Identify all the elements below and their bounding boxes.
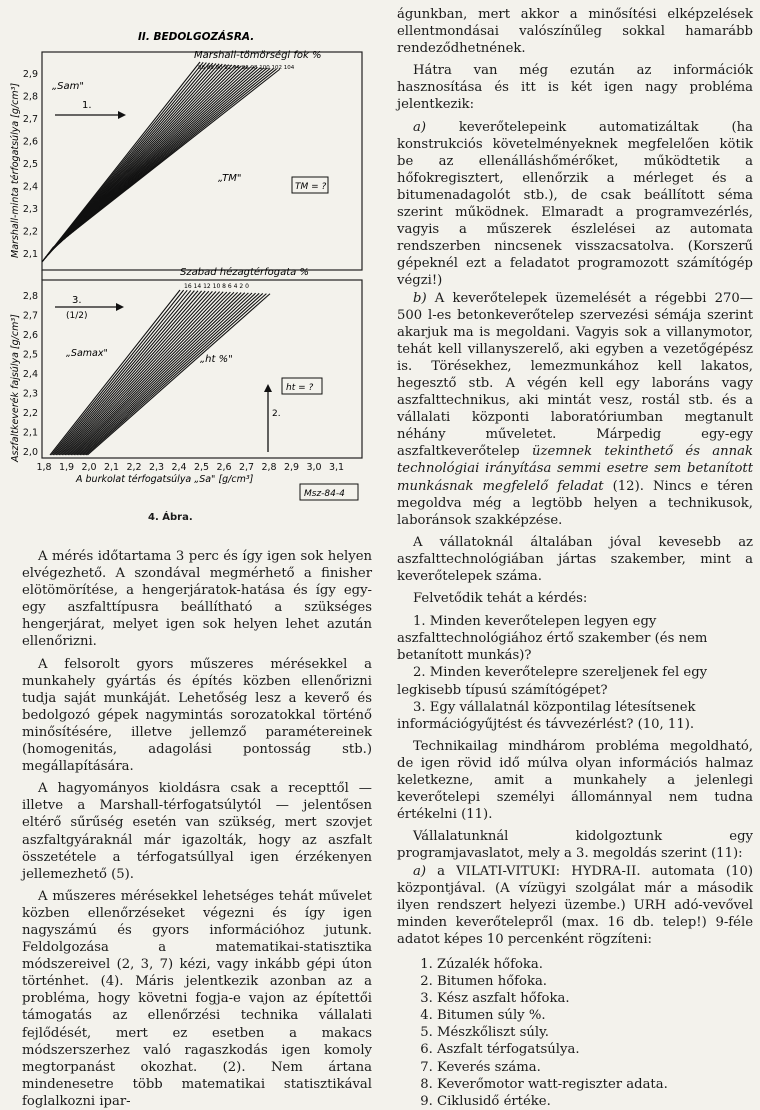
figure-title: II. BEDOLGOZÁSRA. bbox=[138, 31, 255, 43]
x-tick: 1,9 bbox=[58, 462, 75, 473]
x-tick: 2,1 bbox=[103, 462, 120, 473]
x-tick: 3,1 bbox=[328, 462, 345, 473]
lower-y-tick: 2,1 bbox=[22, 427, 38, 439]
x-tick: 3,0 bbox=[306, 462, 322, 473]
paragraph: Hátra van még ezután az információk hasznosítása és itt is két igen nagy probléma jelentkezik: bbox=[397, 63, 753, 113]
figure-caption: 4. Ábra. bbox=[148, 512, 193, 523]
upper-y-tick: 2,5 bbox=[22, 159, 38, 170]
lower-y-axis-label: Aszfaltkeverék fajsúlya [g/cm³] bbox=[10, 314, 21, 462]
x-tick: 2,3 bbox=[148, 462, 165, 473]
lower-band-line bbox=[70, 292, 227, 455]
paragraph-a: a) keverőtelepeink automatizáltak (ha konstrukciós követelményeknek megfelelően kötik be az ellenálláshőmérőket, működtetik a hőfokregisztert, ellenőrzik a mérleget és a bitumenadagolót stb.), de csak beállított séma szerint működnek. Elmaradt a programvezérlés, vagyis a műszerek észlelései az automata rendszerben nincsenek visszacsatolva. (Korszerű gépeknél ezt a feladatot programozott számítógép végzi!) bbox=[397, 119, 753, 289]
nomogram bbox=[0, 0, 380, 530]
lower-band-line bbox=[73, 292, 235, 455]
lower-band-line bbox=[67, 292, 220, 455]
list-item: 4. Bitumen súly %. bbox=[437, 1007, 753, 1024]
upper-y-tick: 2,7 bbox=[22, 114, 38, 125]
upper-y-tick: 2,8 bbox=[22, 91, 38, 103]
arrow3-label: 3. bbox=[72, 295, 82, 306]
list-item: 7. Keverés száma. bbox=[437, 1059, 753, 1076]
question-item: 1. Minden keverőtelepen legyen egy aszfalttechnológiához értő szakember (és nem betanított munkás)? bbox=[397, 614, 708, 664]
x-tick: 2,9 bbox=[283, 462, 300, 473]
upper-y-tick: 2,2 bbox=[22, 226, 38, 238]
lower-curve-label: Szabad hézagtérfogata % bbox=[180, 267, 309, 278]
upper-y-axis-label: Marshall-minta térfogatsúlya [g/cm³] bbox=[10, 82, 21, 258]
data-item-list bbox=[397, 956, 753, 1110]
item-label: b) bbox=[413, 290, 427, 306]
lower-y-tick: 2,5 bbox=[22, 349, 38, 361]
lower-ticks: 16 14 12 10 8 6 4 2 0 bbox=[184, 283, 249, 290]
paragraph: A felsorolt gyors műszeres mérésekkel a munkahely gyártás és építés közben ellenőrizni tudja saját munkáját. Lehetőség lesz a keverő és bedolgozó gépek nagymintás sorozatokkal történő minősítésére, illetve jellemző paramétereinek (homogenitás, adagolási pontosság stb.) megállapítására. bbox=[22, 656, 372, 775]
question-item: 3. Egy vállalatnál központilag létesítsenek információgyűjtést és távvezérlést? (10, 11). bbox=[397, 699, 696, 732]
item-label: a) bbox=[413, 863, 427, 879]
paragraph-a2: a) a VILATI-VITUKI: HYDRA-II. automata (10) központjával. (A vízügyi szolgálat már a második ilyen rendszert helyezi üzembe.) URH adó-vevővel minden keverőtelepről (max. 16 db. telep!) 9-féle adatot képes 10 percenként rögzíteni: bbox=[397, 863, 753, 947]
paragraph-b: b) A keverőtelepek üzemelését a régebbi 270—500 l-es betonkeverőtelep szervezési sémája szerint akarjuk ma is megoldani. Vagyis sok a villanymotor, tehát kell villanyszerelő, aki egyben a vezetőgépész is. Törésekhez, lemezmunkához kell lakatos, hegesztő stb. A végén kell egy laboráns vagy aszfalttechnikus, aki mintát vesz, rostál stb. és a vállalati központi laboratóriumban megtanult néhány műveletet. Márpedig egy-egy aszfaltkeverőtelep üzemnek tekinthető és annak technológiai irányítása semmi esetre sem betanított munkásnak megfelelő feladat (12). Nincs e téren megoldva még a legtöbb helyen a technikusok, laboránsok szakképzése. bbox=[397, 290, 754, 528]
paragraph: A műszeres mérésekkel lehetséges tehát művelet közben ellenőrzéseket végezni és így igen nagyszámú és gyors információhoz jutunk. Feldolgozása a matematikai-statisztika módszereivel (2, 3, 7) kézi, vagy inkább gépi úton történhet. (4). Máris jelentkezik azonban az a probléma, hogy követni fogja-e vajon az építettői támogatás az ellenőrzési technika vállalati fejlődését, mert ez esetben a makacs módszerszerhez való ragaszkodás igen komoly megtorpanást okozhat. (2). Nem ártana mindenesetre több matematikai statisztikával foglalkozni ipar- bbox=[22, 888, 372, 1109]
x-tick: 2,2 bbox=[126, 462, 142, 473]
arrow2-label: 2. bbox=[272, 409, 281, 419]
sam-label: „Sam" bbox=[52, 81, 84, 92]
x-tick: 2,5 bbox=[193, 462, 210, 473]
samax-label: „Samax" bbox=[66, 348, 108, 359]
x-axis-label: A burkolat térfogatsúlya „Sa" [g/cm³] bbox=[76, 474, 254, 485]
right-column bbox=[397, 6, 753, 1110]
upper-curve-label: Marshall-tömörségi fok % bbox=[194, 50, 322, 61]
paragraph: Felvetődik tehát a kérdés: bbox=[413, 591, 588, 607]
lower-y-tick: 2,7 bbox=[22, 310, 38, 322]
lower-y-tick: 2,8 bbox=[22, 291, 38, 302]
upper-y-tick: 2,9 bbox=[22, 69, 38, 80]
question-item: 2. Minden keverőtelepre szereljenek fel egy legkisebb típusú számítógépet? bbox=[397, 665, 708, 698]
lower-y-tick: 2,6 bbox=[22, 330, 38, 341]
lower-y-tick: 2,4 bbox=[22, 369, 38, 380]
x-tick: 1,8 bbox=[36, 462, 52, 473]
list-item: 2. Bitumen hőfoka. bbox=[437, 973, 753, 990]
upper-y-tick: 2,1 bbox=[22, 249, 38, 260]
x-tick: 2,8 bbox=[261, 462, 277, 473]
lower-band-line bbox=[71, 292, 230, 455]
item-label: a) bbox=[413, 119, 427, 135]
lower-band-line bbox=[77, 293, 245, 455]
figure-diagram bbox=[0, 0, 380, 530]
upper-ticks: 86 88 90 92 94 96 98 100 102 104 bbox=[198, 65, 295, 71]
tm-box: TM = ? bbox=[295, 182, 327, 192]
paragraph: A mérés időtartama 3 perc és így igen sok helyen elvégezhető. A szondával megmérhető a finisher elötömörítése, a hengerjáratok-hatása és így egy-egy aszfalttípusra beállítható a szükséges hengerjárat, melyet igen sok helyen lehet azután ellenőrizni. bbox=[22, 549, 372, 650]
list-item: 1. Zúzalék hőfoka. bbox=[437, 956, 753, 973]
x-tick: 2,7 bbox=[238, 462, 255, 473]
lower-band-line bbox=[74, 292, 238, 455]
paragraph: Technikailag mindhárom probléma megoldható, de igen rövid idő múlva olyan információs halmaz keletkezne, amit a munkahely a jelenlegi keverőtelepi személyi állománnyal nem tudna értékelni (11). bbox=[397, 738, 753, 823]
lower-y-tick: 2,0 bbox=[22, 447, 38, 458]
paragraph: águnkban, mert akkor a minősítési elképzelések ellentmondásai valószínűleg sokkal hamarább rendeződhetnének. bbox=[397, 7, 753, 57]
paragraph: A vállatoknál általában jóval kevesebb az aszfalttechnológiában jártas szakember, mint a keverőtelepek száma. bbox=[397, 534, 753, 584]
lower-band-line bbox=[80, 293, 252, 455]
upper-y-tick: 2,3 bbox=[22, 204, 38, 215]
x-tick: 2,4 bbox=[171, 462, 187, 473]
ht-box: ht = ? bbox=[286, 383, 314, 393]
paragraph: Vállalatunknál kidolgoztunk egy programjavaslatot, mely a 3. megoldás szerint (11): bbox=[397, 829, 753, 862]
paragraph: A hagyományos kioldásra csak a recepttől — illetve a Marshall-térfogatsúlytól — jelentősen eltérő sűrűség esetén van szükség, mert szovjet aszfaltgyáraknál már igazolták, hogy az aszfalt összetétele a térfogatsúllyal igen érzékenyen jellemezhető (5). bbox=[22, 781, 372, 882]
code-box: Msz-84-4 bbox=[304, 489, 345, 499]
arrow3-sub: (1/2) bbox=[66, 311, 88, 321]
lower-band-line bbox=[79, 293, 249, 455]
list-item: 6. Aszfalt térfogatsúlya. bbox=[437, 1041, 753, 1058]
list-item: 3. Kész aszfalt hőfoka. bbox=[437, 990, 753, 1007]
left-column bbox=[22, 548, 372, 1110]
upper-band-lines bbox=[42, 62, 280, 262]
tm-label: „TM" bbox=[218, 173, 242, 184]
lower-y-tick: 2,2 bbox=[22, 408, 38, 419]
list-item: 9. Ciklusidő értéke. bbox=[437, 1093, 753, 1110]
list-item: 5. Mészkőliszt súly. bbox=[437, 1024, 753, 1041]
upper-y-tick: 2,6 bbox=[22, 136, 38, 148]
list-item: 8. Keverőmotor watt-regiszter adata. bbox=[437, 1076, 753, 1093]
lower-band-line bbox=[85, 293, 263, 455]
x-tick: 2,6 bbox=[216, 462, 232, 473]
lower-y-tick: 2,3 bbox=[22, 388, 38, 400]
upper-band-line bbox=[53, 69, 280, 247]
lower-band-line bbox=[68, 292, 223, 455]
x-tick: 2,0 bbox=[81, 462, 97, 473]
lower-band-line bbox=[65, 292, 216, 456]
upper-y-tick: 2,4 bbox=[22, 181, 38, 193]
ht-label: „ht %" bbox=[200, 354, 233, 365]
arrow1-label: 1. bbox=[82, 100, 92, 111]
question-list bbox=[397, 613, 753, 733]
